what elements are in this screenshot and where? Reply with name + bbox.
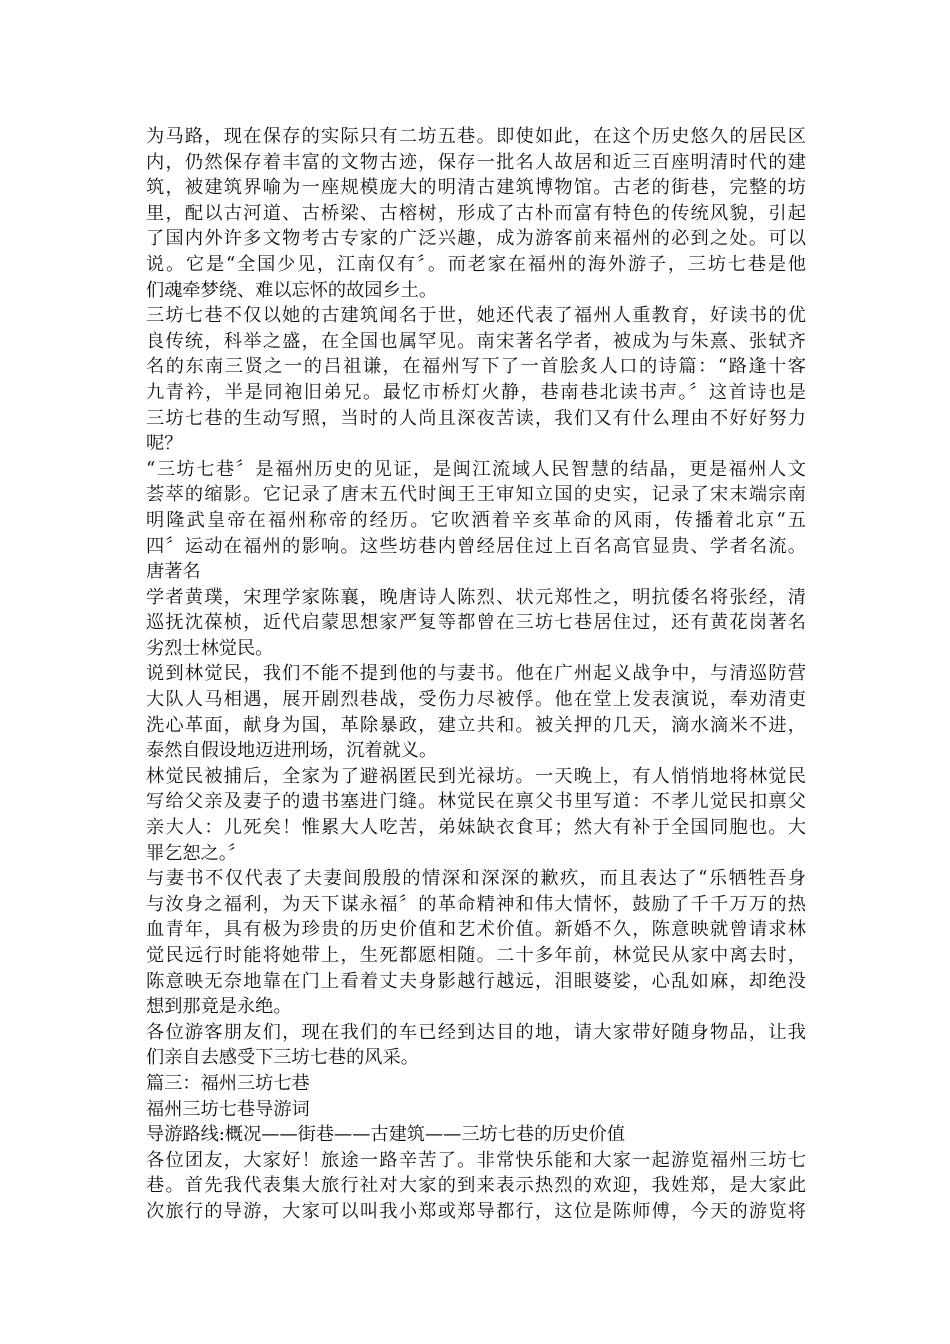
text-line: 四〞运动在福州的影响。这些坊巷内曾经居住过上百名高官显贵、学者名流。 <box>146 535 806 557</box>
text-line: 罪乞恕之。〞 <box>146 842 247 864</box>
text-line: 篇三：福州三坊七巷 <box>146 1072 310 1094</box>
text-line: 了国内外许多文物考古专家的广泛兴趣，成为游客前来福州的必到之处。可以 <box>146 228 806 250</box>
text-line: 洗心革面，献身为国，革除暴政，建立共和。被关押的几天，滴水滴米不进， <box>146 714 806 736</box>
text-line: 导游路线:概况——街巷——古建筑——三坊七巷的历史价值 <box>146 1124 626 1146</box>
text-line: 劣烈士林觉民。 <box>146 637 274 659</box>
text-line: 学者黄璞，宋理学家陈襄，晚唐诗人陈烈、状元郑性之，明抗倭名将张经，清 <box>146 586 806 608</box>
text-line: 大队人马相遇，展开剧烈巷战，受伤力尽被俘。他在堂上发表演说，奉劝清吏 <box>146 689 806 711</box>
text-line: 次旅行的导游，大家可以叫我小郑或郑导都行，这位是陈师傅，今天的游览将 <box>146 1200 806 1222</box>
text-line: 巷。首先我代表集大旅行社对大家的到来表示热烈的欢迎，我姓郑，是大家此 <box>146 1175 806 1197</box>
text-line: 亲大人：儿死矣！惟累大人吃苦，弟妹缺衣食耳；然大有补于全国同胞也。大 <box>146 817 806 839</box>
text-line: 为马路，现在保存的实际只有二坊五巷。即使如此，在这个历史悠久的居民区 <box>146 126 806 147</box>
text-line: 与汝身之福利，为天下谋永福〞的革命精神和伟大情怀，鼓励了千千万万的热 <box>146 893 806 915</box>
text-line: 荟萃的缩影。它记录了唐末五代时闽王王审知立国的史实，记录了宋末端宗南 <box>146 484 806 506</box>
text-line: 觉民远行时能将她带上，生死都愿相随。二十多年前，林觉民从家中离去时， <box>146 945 806 966</box>
text-line: 呢？ <box>146 433 183 455</box>
text-line: 血青年，具有极为珍贵的历史价值和艺术价值。新婚不久，陈意映就曾请求林 <box>146 919 806 941</box>
text-line: 各位游客朋友们，现在我们的车已经到达目的地，请大家带好随身物品，让我 <box>146 1021 806 1043</box>
text-line: 巡抚沈葆桢，近代启蒙思想家严复等都曾在三坊七巷居住过，还有黄花岗著名 <box>146 612 806 634</box>
text-line: 说。它是“全国少见，江南仅有〞。而老家在福州的海外游子，三坊七巷是他 <box>146 253 806 275</box>
text-line: 内，仍然保存着丰富的文物古迹，保存一批名人故居和近三百座明清时代的建 <box>146 151 806 173</box>
text-line: 与妻书不仅代表了夫妻间殷殷的情深和深深的歉疚，而且表达了“乐牺牲吾身 <box>146 868 806 890</box>
text-line: 写给父亲及妻子的遗书塞进门缝。林觉民在禀父书里写道：不孝儿觉民扣禀父 <box>146 791 806 813</box>
text-line: 明隆武皇帝在福州称帝的经历。它吹洒着辛亥革命的风雨，传播着北京“五 <box>146 509 806 531</box>
text-line: 陈意映无奈地靠在门上看着丈夫身影越行越远，泪眼婆娑，心乱如麻，却绝没 <box>146 970 806 992</box>
text-line: 良传统，科举之盛，在全国也属罕见。南宋著名学者，被成为与朱熹、张轼齐 <box>146 330 806 352</box>
text-line: 筑，被建筑界喻为一座规模庞大的明清古建筑博物馆。古老的街巷，完整的坊 <box>146 177 806 199</box>
document-page <box>146 124 806 1225</box>
text-line: 九青衿，半是同袍旧弟兄。最忆市桥灯火静，巷南巷北读书声。〞这首诗也是 <box>146 381 806 403</box>
text-line: 三坊七巷的生动写照，当时的人尚且深夜苦读，我们又有什么理由不好好努力 <box>146 407 806 429</box>
text-line: 里，配以古河道、古桥梁、古榕树，形成了古朴而富有特色的传统风貌，引起 <box>146 202 806 224</box>
text-line: 唐著名 <box>146 561 201 583</box>
text-line: 泰然自假设地迈进刑场，沉着就义。 <box>146 740 438 762</box>
text-line: 福州三坊七巷导游词 <box>146 1098 310 1120</box>
text-line: 各位团友，大家好！旅途一路辛苦了。非常快乐能和大家一起游览福州三坊七 <box>146 1149 806 1171</box>
text-line: 名的东南三贤之一的吕祖谦，在福州写下了一首脍炙人口的诗篇：“路逢十客 <box>146 356 806 378</box>
text-line: 想到那竟是永绝。 <box>146 996 292 1018</box>
text-line: 林觉民被捕后，全家为了避祸匿民到光禄坊。一天晚上，有人悄悄地将林觉民 <box>146 765 806 787</box>
text-line: 们魂牵梦绕、难以忘怀的故园乡土。 <box>146 279 438 301</box>
text-line: 们亲自去感受下三坊七巷的风采。 <box>146 1047 419 1069</box>
text-line: 三坊七巷不仅以她的古建筑闻名于世，她还代表了福州人重教育，好读书的优 <box>146 305 806 327</box>
text-line: 说到林觉民，我们不能不提到他的与妻书。他在广州起义战争中，与清巡防营 <box>146 663 806 685</box>
text-line: “三坊七巷〞是福州历史的见证，是闽江流域人民智慧的结晶，更是福州人文 <box>146 458 806 480</box>
